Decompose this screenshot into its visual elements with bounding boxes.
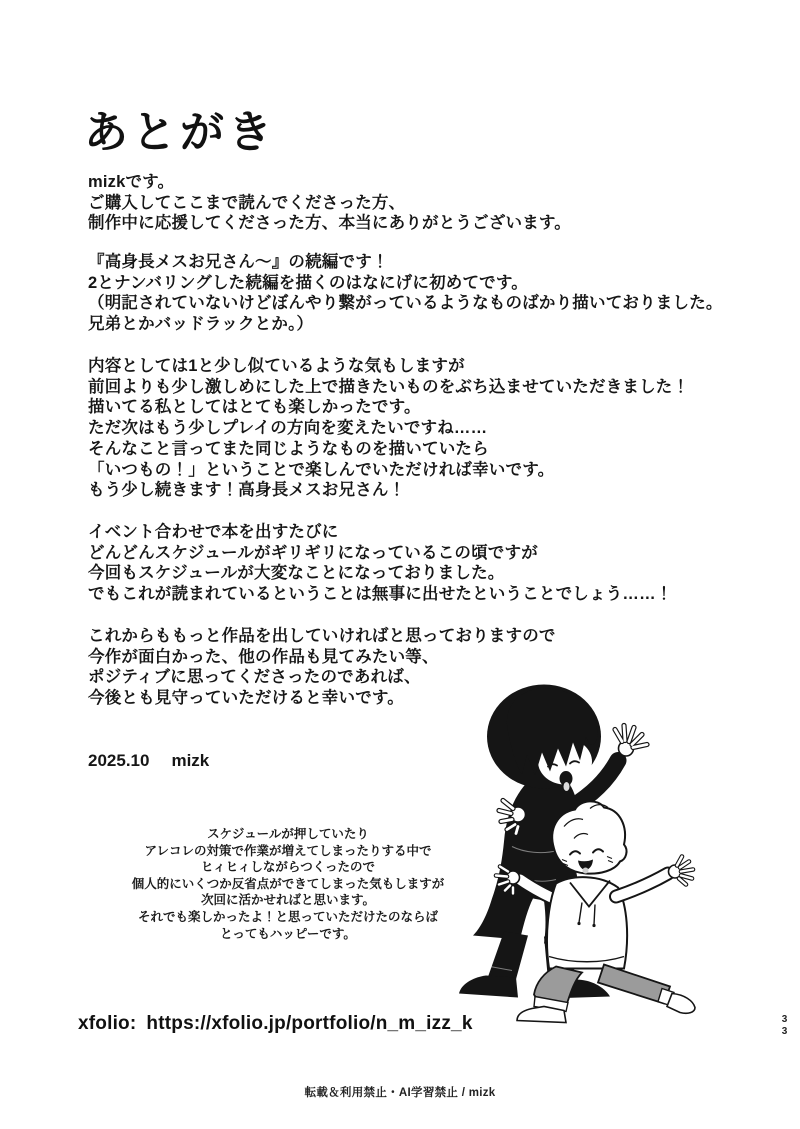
footer-copyright-note: 転載＆利用禁止・AI学習禁止 / mizk <box>304 1087 496 1099</box>
date-line <box>88 751 209 771</box>
paragraph-closing: これからももっと作品を出していければと思っておりますので 今作が面白かった、他の作品も見てみたい等、 ポジティブに思ってくださったのであれば、 今後とも見守っていただけると幸いです。 <box>88 627 556 708</box>
dark-character-raised-hand <box>615 726 647 757</box>
paragraph-sequel: 『高身長メスお兄さん〜』の続編です！ 2とナンバリングした続編を描くのはなにげに初めてです。 （明記されていないけどぼんやり繋がっているようなものばかり描いておりました。 兄弟とかバッドラックとか。） <box>88 253 723 334</box>
xfolio-link-line <box>78 1013 473 1035</box>
xfolio-url: https://xfolio.jp/portfolio/n_m_izz_k <box>146 1013 473 1034</box>
afterword-illustration <box>432 676 707 1032</box>
side-note: スケジュールが押していたり アレコレの対策で作業が増えてしまったりする中で ヒィヒィしながらつくったので 個人的にいくつか反省点ができてしまった気もしますが 次回に活かせればと思います。 それでも楽しかったよ！と思っていただけたのならば とってもハッピーです。 <box>131 827 445 941</box>
xfolio-label: xfolio: <box>78 1013 137 1034</box>
paragraph-content: 内容としては1と少し似ているような気もしますが 前回よりも少し激しめにした上で描きたいものをぶち込ませていただきました！ 描いてる私としてはとても楽しかったです。 ただ次はもう少しプレイの方向を変えたいですね…… そんなこと言ってまた同じようなものを描いていたら 「いつもの！」ということで楽しんでいただければ幸いです。 もう少し続きます！高身長メスお兄さん！ <box>88 357 690 500</box>
paragraph-schedule: イベント合わせで本を出すたびに どんどんスケジュールがギリギリになっているこの頃ですが 今回もスケジュールが大変なことになっておりました。 でもこれが読まれているということは無事に出せたということでしょう……！ <box>88 523 673 604</box>
publication-date: 2025.10 <box>88 751 150 770</box>
blond-character-right-hand <box>669 857 694 885</box>
paragraph-intro: mizkです。 ご購入してここまで読んでくださった方、 制作中に応援してくださった方、本当にありがとうございます。 <box>88 173 571 233</box>
page-number: 33 <box>779 1014 790 1038</box>
author-name: mizk <box>171 751 210 770</box>
page-title: あとがき <box>84 108 276 157</box>
